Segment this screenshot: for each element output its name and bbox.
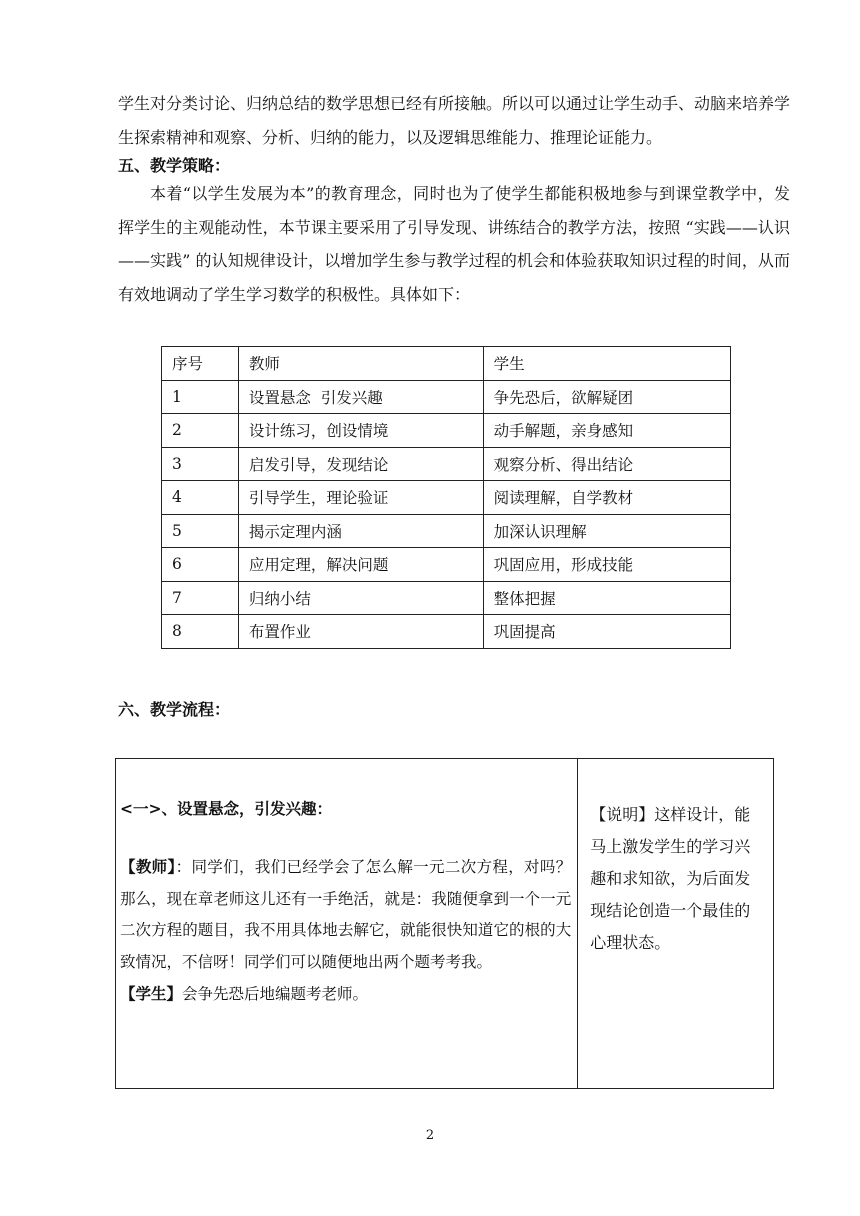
table-row	[162, 414, 731, 448]
table-row	[162, 514, 731, 548]
note-text: 这样设计，能马上激发学生的学习兴趣和求知欲，为后面发现结论创造一个最佳的心理状态。	[590, 805, 751, 952]
row-student: 巩固应用，形成技能	[483, 548, 730, 582]
row-teacher: 设计练习，创设情境	[238, 414, 483, 448]
table-row	[162, 548, 731, 582]
row-index: 6	[162, 548, 239, 582]
table-row	[162, 481, 731, 515]
row-index: 3	[162, 447, 239, 481]
table-row	[162, 447, 731, 481]
teacher-label: 【教师】	[120, 857, 176, 876]
row-teacher: 设置悬念 引发兴趣	[238, 380, 483, 414]
row-student: 争先恐后，欲解疑团	[483, 380, 730, 414]
header-student: 学生	[483, 347, 730, 381]
flow-note-cell	[578, 759, 774, 1089]
row-index: 4	[162, 481, 239, 515]
row-student: 阅读理解，自学教材	[483, 481, 730, 515]
row-teacher: 归纳小结	[238, 581, 483, 615]
student-label: 【学生】	[120, 984, 183, 1003]
row-teacher: 启发引导，发现结论	[238, 447, 483, 481]
row-index: 8	[162, 615, 239, 649]
section-5-paragraph: 本着“以学生发展为本”的教育理念，同时也为了使学生都能积极地参与到课堂教学中，发挥学生的主观能动性，本节课主要采用了引导发现、讲练结合的教学方法，按照 “实践——认识——实践” 的认知规律设计，以增加学生参与教学过程的机会和体验获取知识过程的时间，从而有效地调动了学生学习数学的积极性。具体如下：	[118, 184, 790, 304]
row-teacher: 揭示定理内涵	[238, 514, 483, 548]
flow-main-cell	[116, 759, 578, 1089]
section-5-heading: 五、教学策略：	[118, 156, 231, 175]
flow-teacher-paragraph	[120, 851, 571, 978]
row-student: 巩固提高	[483, 615, 730, 649]
teaching-flow-table	[115, 758, 774, 1089]
flow-step-title: <一>、设置悬念，引发兴趣：	[120, 799, 332, 818]
table-row	[162, 615, 731, 649]
row-teacher: 布置作业	[238, 615, 483, 649]
strategy-table	[161, 346, 731, 649]
row-student: 动手解题，亲身感知	[483, 414, 730, 448]
flow-row	[116, 759, 774, 1089]
table-row	[162, 380, 731, 414]
row-student: 整体把握	[483, 581, 730, 615]
note-label: 【说明】	[590, 805, 655, 824]
row-index: 2	[162, 414, 239, 448]
teacher-text: ：同学们，我们已经学会了怎么解一元二次方程，对吗？那么，现在章老师这儿还有一手绝活，就是：我随便拿到一个一元二次方程的题目，我不用具体地去解它，就能很快知道它的根的大致情况，不信呀！同学们可以随便地出两个题考考我。	[120, 858, 572, 971]
header-teacher: 教师	[238, 347, 483, 381]
row-index: 5	[162, 514, 239, 548]
row-teacher: 应用定理，解决问题	[238, 548, 483, 582]
row-index: 1	[162, 380, 239, 414]
table-row	[162, 581, 731, 615]
section-6-heading: 六、教学流程：	[118, 700, 231, 719]
row-teacher: 引导学生，理论验证	[238, 481, 483, 515]
row-student: 加深认识理解	[483, 514, 730, 548]
student-text: 会争先恐后地编题考老师。	[182, 985, 369, 1003]
row-index: 7	[162, 581, 239, 615]
table-header-row	[162, 347, 731, 381]
page-number: 2	[425, 1128, 435, 1143]
header-index: 序号	[162, 347, 239, 381]
row-student: 观察分析、得出结论	[483, 447, 730, 481]
intro-paragraph: 学生对分类讨论、归纳总结的数学思想已经有所接触。所以可以通过让学生动手、动脑来培养学生探索精神和观察、分析、归纳的能力，以及逻辑思维能力、推理论证能力。	[118, 94, 791, 147]
flow-student-paragraph	[120, 978, 571, 1011]
